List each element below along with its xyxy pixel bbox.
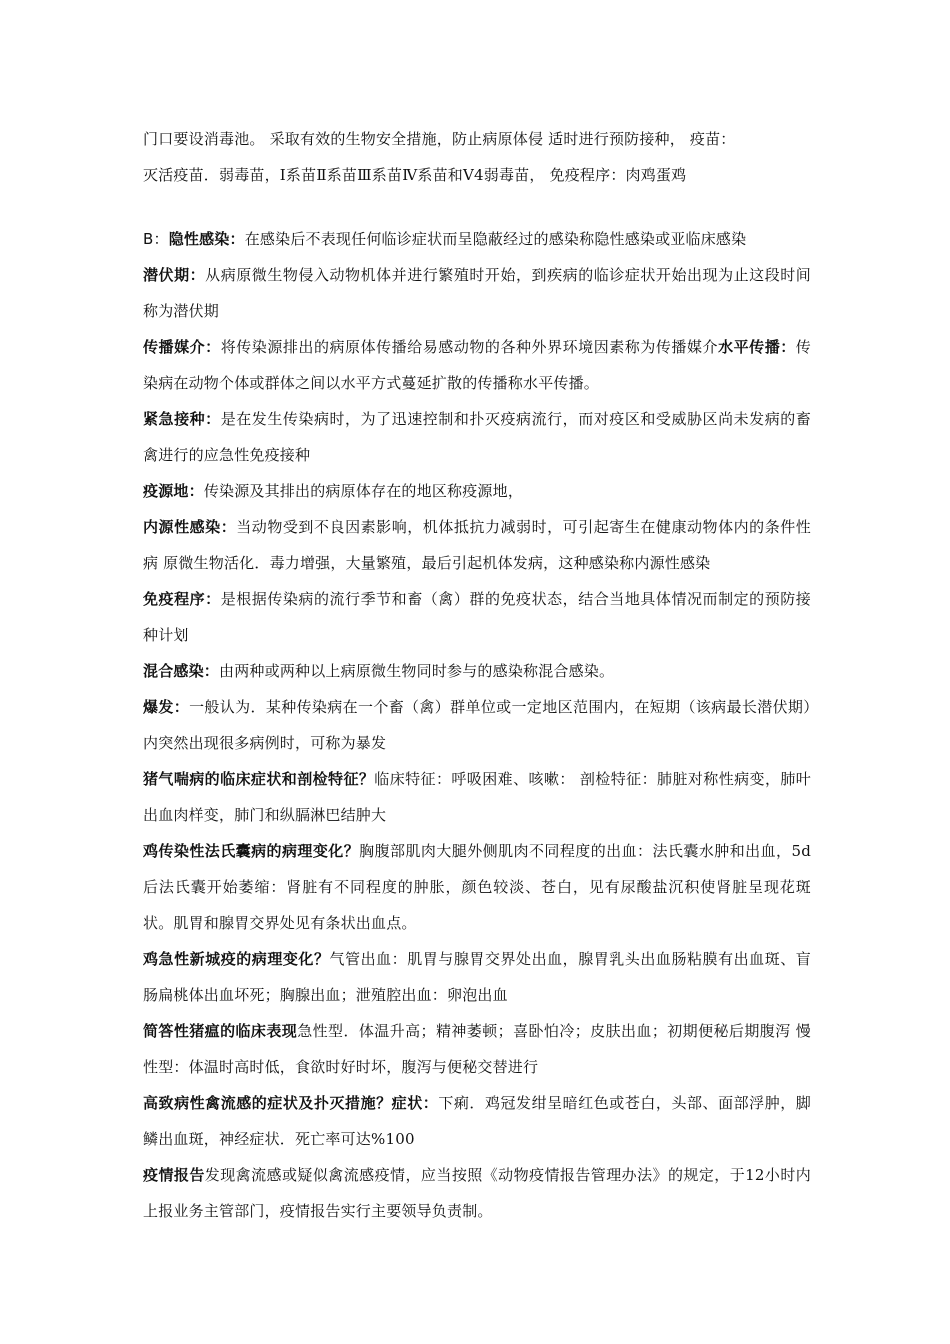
entry-text: 传染源及其排出的病原体存在的地区称疫源地，: [203, 482, 524, 500]
entry-newcastle-pathology: [143, 941, 811, 1013]
entry-text: 在感染后不表现任何临诊症状而呈隐蔽经过的感染称隐性感染或亚临床感染: [244, 230, 747, 248]
entry-term: 免疫程序：: [143, 590, 221, 608]
entry-avian-influenza: [143, 1085, 811, 1157]
entry-term: 鸡急性新城疫的病理变化？: [143, 950, 330, 968]
entry-text: 急性型．体温升高；精神萎顿；喜卧怕冷；皮肤出血；初期便秘后期腹泻 慢性型：体温时高时低，食欲时好时坏，腹泻与便秘交替进行: [143, 1022, 811, 1076]
entry-text: 是根据传染病的流行季节和畜（禽）群的免疫状态，结合当地具体情况而制定的预防接种计划: [143, 590, 811, 644]
entry-emergency-vaccination: [143, 401, 811, 473]
entry-text: 当动物受到不良因素影响，机体抵抗力减弱时，可引起寄生在健康动物体内的条件性病 原微生物活化．毒力增强，大量繁殖，最后引起机体发病，这种感染称内源性感染: [143, 518, 812, 572]
entry-text: 下痢．鸡冠发绀呈暗红色或苍白，头部、面部浮肿，脚鳞出血斑，神经症状．死亡率可达%100: [143, 1094, 811, 1148]
entry-text: 临床特征：呼吸困难、咳嗽： 剖检特征：肺脏对称性病变，肺叶出血肉样变，肺门和纵膈淋巴结肿大: [143, 770, 811, 824]
intro-paragraph: [143, 121, 811, 193]
entry-term: 传播媒介：: [143, 338, 221, 356]
entry-text: 气管出血：肌胃与腺胃交界处出血，腺胃乳头出血肠粘膜有出血斑、盲肠扁桃体出血坏死；胸腺出血；泄殖腔出血：卵泡出血: [143, 950, 811, 1004]
entry-term: 疫源地：: [143, 482, 204, 500]
entry-epidemic-focus: [143, 473, 811, 509]
intro-line-1: 门口要设消毒池。 采取有效的生物安全措施，防止病原体侵 适时进行预防接种， 疫苗：: [143, 130, 736, 148]
entry-outbreak: [143, 689, 811, 761]
entry-latent-infection: [143, 221, 811, 257]
document-body: [143, 121, 811, 1229]
entry-immunization-schedule: [143, 581, 811, 653]
entry-term: 隐性感染：: [168, 230, 245, 248]
entry-text: 从病原微生物侵入动物机体并进行繁殖时开始，到疾病的临诊症状开始出现为止这段时间称为潜伏期: [143, 266, 811, 320]
entry-term: 混合感染：: [143, 662, 220, 680]
entry-text: 是在发生传染病时，为了迅速控制和扑灭疫病流行，而对疫区和受威胁区尚未发病的畜禽进行的应急性免疫接种: [143, 410, 811, 464]
entry-term: 高致病性禽流感的症状及扑灭措施？症状：: [143, 1094, 439, 1112]
entry-term: 鸡传染性法氏囊病的病理变化？: [143, 842, 360, 860]
entry-text-horizontal: 传染病在动物个体或群体之间以水平方式蔓延扩散的传播称水平传播。: [143, 338, 811, 392]
entry-text: 胸腹部肌肉大腿外侧肌肉不同程度的出血：法氏囊水肿和出血，5d后法氏囊开始萎缩：肾脏有不同程度的肿胀，颜色较淡、苍白，见有尿酸盐沉积使肾脏呈现花斑状。肌胃和腺胃交界处见有条状出血点。: [143, 842, 811, 932]
entry-term: 疫情报告: [143, 1166, 205, 1184]
entry-term: 潜伏期：: [143, 266, 206, 284]
entry-swine-fever: [143, 1013, 811, 1085]
entry-text: 将传染源排出的病原体传播给易感动物的各种外界环境因素称为传播媒介: [220, 338, 719, 356]
paragraph-gap: [143, 193, 811, 221]
entry-transmission-vector: [143, 329, 811, 401]
entry-incubation-period: [143, 257, 811, 329]
entry-text: 一般认为．某种传染病在一个畜（禽）群单位或一定地区范围内，在短期（该病最长潜伏期）内突然出现很多病例时，可称为暴发: [143, 698, 811, 752]
entry-mixed-infection: [143, 653, 811, 689]
entry-prefix: B：: [143, 230, 169, 248]
entry-term: 爆发：: [143, 698, 190, 716]
entry-term: 紧急接种：: [143, 410, 221, 428]
entry-text: 由两种或两种以上病原微生物同时参与的感染称混合感染。: [219, 662, 615, 680]
entry-term: 猪气喘病的临床症状和剖检特征？: [143, 770, 375, 788]
entry-endogenous-infection: [143, 509, 811, 581]
entry-epidemic-report: [143, 1157, 811, 1229]
entry-text: 发现禽流感或疑似禽流感疫情，应当按照《动物疫情报告管理办法》的规定，于12小时内上报业务主管部门，疫情报告实行主要领导负责制。: [143, 1166, 811, 1220]
entry-term: 简答性猪瘟的临床表现: [143, 1022, 298, 1040]
entry-term: 内源性感染：: [143, 518, 237, 536]
entry-swine-mycoplasma: [143, 761, 811, 833]
intro-line-2: 灭活疫苗．弱毒苗，Ⅰ系苗Ⅱ系苗Ⅲ系苗Ⅳ系苗和V4弱毒苗， 免疫程序：肉鸡蛋鸡: [143, 166, 687, 184]
entry-term-horizontal: 水平传播：: [718, 338, 796, 356]
entry-ibd-pathology: [143, 833, 811, 941]
